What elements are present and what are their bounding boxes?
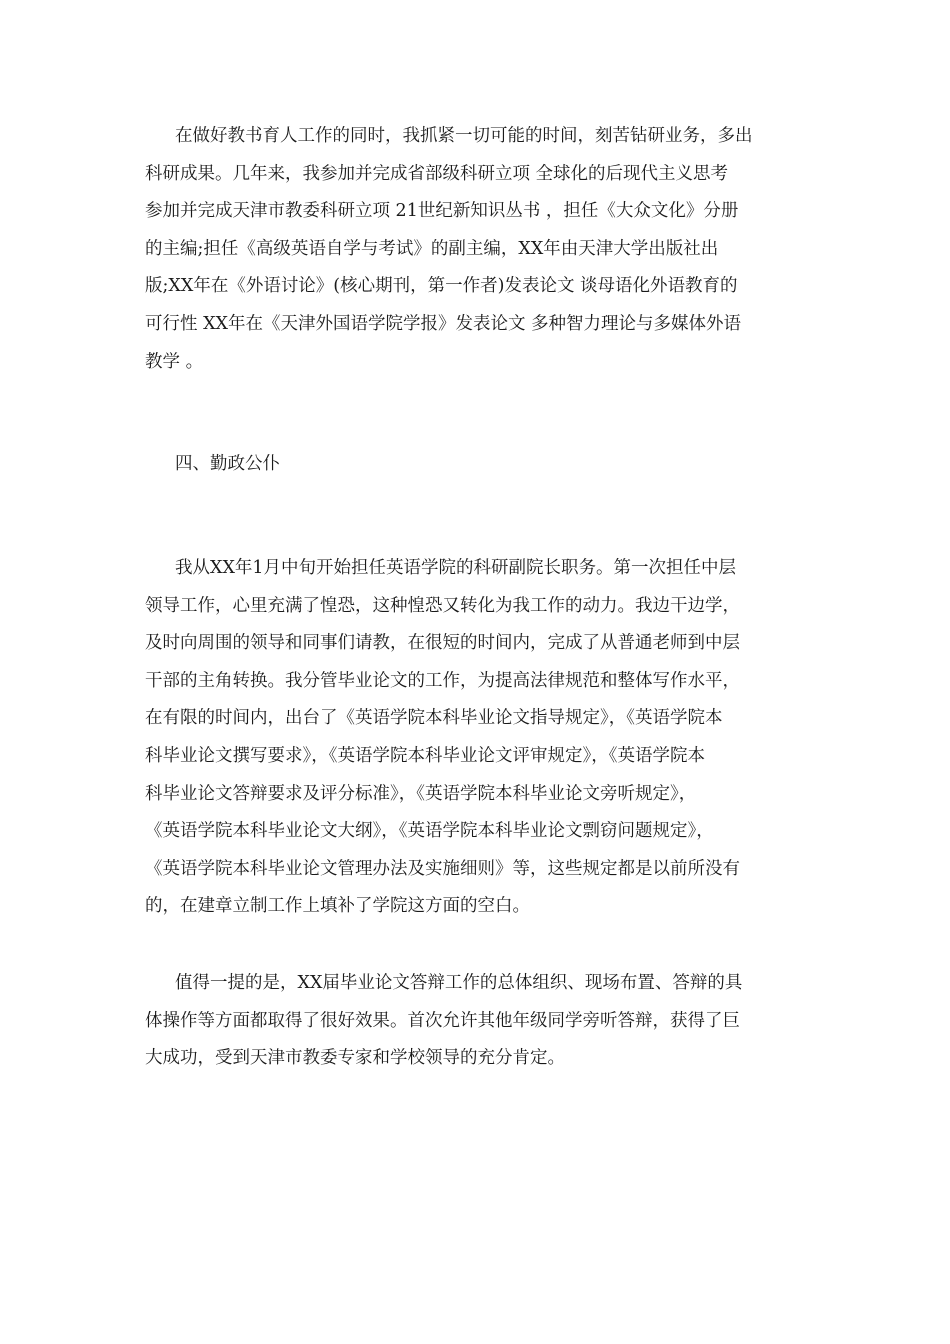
section-heading: 四、勤政公仆 [175,454,280,474]
text-line: 在做好教书育人工作的同时，我抓紧一切可能的时间，刻苦钻研业务，多出 [175,126,753,146]
text-line: 的主编;担任《高级英语自学与考试》的副主编，XX年由天津大学出版社出 [145,238,719,259]
text-line: 领导工作，心里充满了惶恐，这种惶恐又转化为我工作的动力。我边干边学， [145,595,740,616]
text-line: 干部的主角转换。我分管毕业论文的工作，为提高法律规范和整体写作水平， [145,670,740,691]
text-line: 值得一提的是，XX届毕业论文答辩工作的总体组织、现场布置、答辩的具 [175,973,743,993]
text-line: 参加并完成天津市教委科研立项 21世纪新知识丛书 ，担任《大众文化》分册 [145,201,739,222]
text-line: 及时向周围的领导和同事们请教，在很短的时间内，完成了从普通老师到中层 [145,633,740,654]
paragraph-research [145,118,807,381]
text-line: 科毕业论文答辩要求及评分标准》，《英语学院本科毕业论文旁听规定》， [145,783,697,804]
text-line: 版;XX年在《外语讨论》(核心期刊，第一作者)发表论文 谈母语化外语教育的 [145,276,738,297]
text-line: 可行性 XX年在《天津外国语学院学报》发表论文 多种智力理论与多媒体外语 [145,313,742,334]
text-line: 的，在建章立制工作上填补了学院这方面的空白。 [145,896,530,917]
paragraph-defense [145,965,807,1078]
text-line: 在有限的时间内，出台了《英语学院本科毕业论文指导规定》，《英语学院本 [145,708,723,729]
paragraph-administration [145,550,807,926]
text-line: 体操作等方面都取得了很好效果。首次允许其他年级同学旁听答辩，获得了巨 [145,1010,740,1031]
text-line: 科研成果。几年来，我参加并完成省部级科研立项 全球化的后现代主义思考 [145,163,729,184]
text-line: 《英语学院本科毕业论文大纲》，《英语学院本科毕业论文剽窃问题规定》， [145,821,714,842]
text-line: 《英语学院本科毕业论文管理办法及实施细则》等，这些规定都是以前所没有 [145,858,740,879]
text-line: 科毕业论文撰写要求》，《英语学院本科毕业论文评审规定》，《英语学院本 [145,745,705,766]
text-line: 教学 。 [145,351,204,372]
text-line: 大成功，受到天津市教委专家和学校领导的充分肯定。 [145,1048,565,1069]
text-line: 我从XX年1月中旬开始担任英语学院的科研副院长职务。第一次担任中层 [175,558,737,578]
